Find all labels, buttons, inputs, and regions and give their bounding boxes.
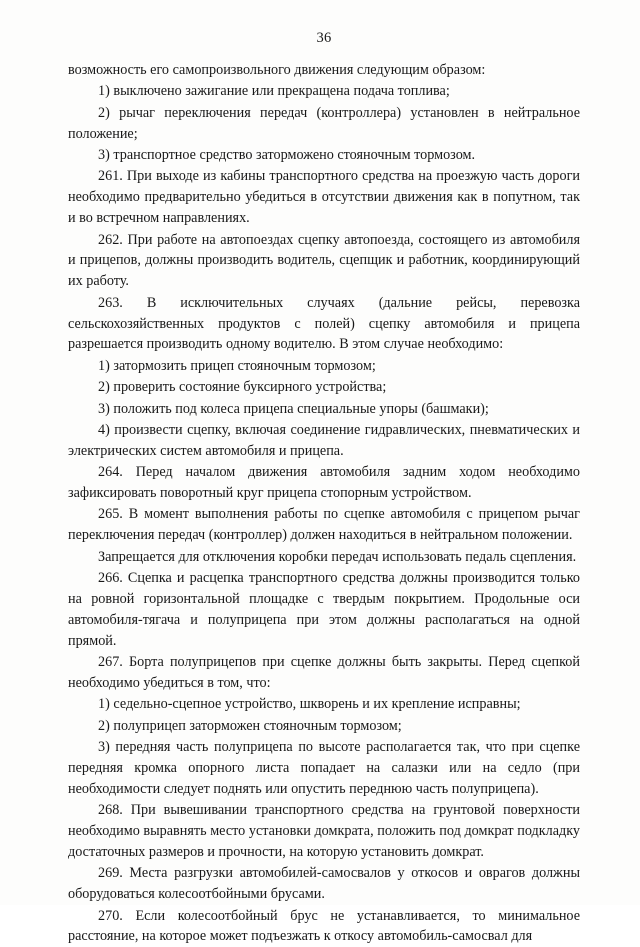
paragraph: 2) проверить состояние буксирного устройства;: [68, 377, 580, 398]
page-body: [68, 60, 580, 947]
paragraph: 2) рычаг переключения передач (контроллера) установлен в нейтральное положение;: [68, 103, 580, 145]
paragraph: 267. Борта полуприцепов при сцепке должны быть закрыты. Перед сцепкой необходимо убедиться в том, что:: [68, 652, 580, 694]
paragraph: 264. Перед началом движения автомобиля задним ходом необходимо зафиксировать поворотный круг прицепа стопорным устройством.: [68, 462, 580, 504]
paragraph: возможность его самопроизвольного движения следующим образом:: [68, 60, 580, 81]
paragraph: 3) положить под колеса прицепа специальные упоры (башмаки);: [68, 399, 580, 420]
paragraph: 263. В исключительных случаях (дальние рейсы, перевозка сельскохозяйственных продуктов с полей) сцепку автомобиля и прицепа разрешается производить одному водителю. В этом случае необходимо:: [68, 293, 580, 356]
paragraph: 2) полуприцеп заторможен стояночным тормозом;: [68, 716, 580, 737]
paragraph: 3) передняя часть полуприцепа по высоте располагается так, что при сцепке передняя кромка опорного листа попадает на салазки или на седло (при необходимости следует поднять или опустить переднюю часть полуприцепа).: [68, 737, 580, 800]
paragraph: 1) выключено зажигание или прекращена подача топлива;: [68, 81, 580, 102]
paragraph: 4) произвести сцепку, включая соединение гидравлических, пневматических и электрических систем автомобиля и прицепа.: [68, 420, 580, 462]
paragraph: 266. Сцепка и расцепка транспортного средства должны производится только на ровной горизонтальной площадке с твердым покрытием. Продольные оси автомобиля-тягача и полуприцепа при этом должны располагаться на одной прямой.: [68, 568, 580, 652]
paragraph: 1) затормозить прицеп стояночным тормозом;: [68, 356, 580, 377]
paragraph: Запрещается для отключения коробки передач использовать педаль сцепления.: [68, 547, 580, 568]
page-number: 36: [68, 30, 580, 47]
paragraph: 1) седельно-сцепное устройство, шкворень и их крепление исправны;: [68, 694, 580, 715]
paragraph: 265. В момент выполнения работы по сцепке автомобиля с прицепом рычаг переключения передач (контроллер) должен находиться в нейтральном положении.: [68, 504, 580, 546]
paragraph: 262. При работе на автопоездах сцепку автопоезда, состоящего из автомобиля и прицепов, должны производить водитель, сцепщик и работник, координирующий их работу.: [68, 230, 580, 293]
paragraph: 268. При вывешивании транспортного средства на грунтовой поверхности необходимо выравнять место установки домкрата, положить под домкрат подкладку достаточных размеров и прочности, на которую установить домкрат.: [68, 800, 580, 863]
paragraph: 261. При выходе из кабины транспортного средства на проезжую часть дороги необходимо предварительно убедиться в отсутствии движения как в попутном, так и во встречном направлениях.: [68, 166, 580, 229]
paragraph: 270. Если колесоотбойный брус не устанавливается, то минимальное расстояние, на которое может подъезжать к откосу автомобиль-самосвал для: [68, 906, 580, 947]
paragraph: 3) транспортное средство заторможено стояночным тормозом.: [68, 145, 580, 166]
paragraph: 269. Места разгрузки автомобилей-самосвалов у откосов и оврагов должны оборудоваться колесоотбойными брусами.: [68, 863, 580, 905]
